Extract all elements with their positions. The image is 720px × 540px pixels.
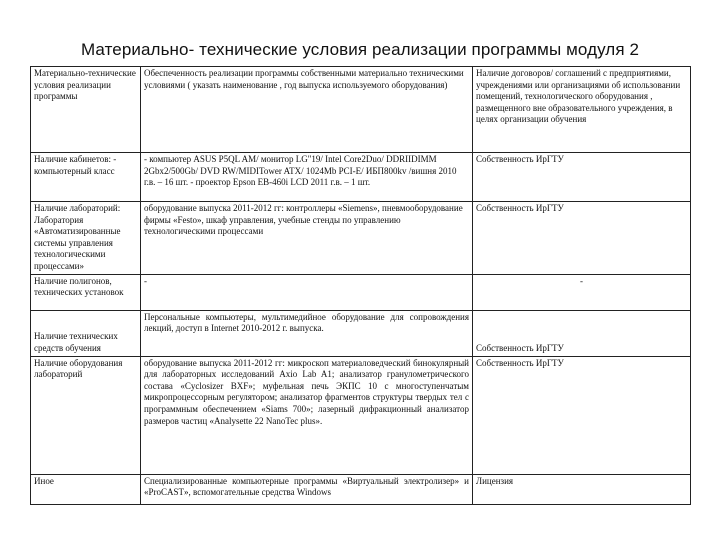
page-title: Материально- технические условия реализации программы модуля 2 [80, 40, 640, 59]
table-cell-category: Наличие лабораторий: Лаборатория «Автоматизированные системы управления технологическими процессами» [31, 202, 141, 275]
table-cell-equipment: Обеспеченность реализации программы собственными материально техническими условиями ( указать наименование , год выпуска используемого оборудования) [141, 67, 473, 153]
table-cell-ownership: Собственность ИрГТУ [473, 356, 691, 474]
table-cell-equipment: - компьютер ASUS P5QL AM/ монитор LG"19/ Intel Core2Duo/ DDRIIDIMM 2Gbx2/500Gb/ DVD RW/MIDITower ATX/ 1024Mb PCI-E/ ИБП800kv /вишня 2010 г.в. – 16 шт. - проектор Epson EB-460i LCD 2011 г.в. – 1 шт. [141, 153, 473, 202]
table-cell-category: Наличие полигонов, технических установок [31, 274, 141, 310]
table-cell-equipment: оборудование выпуска 2011-2012 гг: микроскоп материаловедческий бинокулярный для лабораторных исследований Axio Lab A1; анализатор гранулометрического состава «Cyclosizer BXF»; муфельная печь ЭКПС 10 с многоступенчатым микропроцессорным регулятором; анализатор фрагментов структуры твердых тел с программным обеспечением «Siams 700»; лазерный дифракционный анализатор размеров частиц «Analysette 22 NanoTec plus». [141, 356, 473, 474]
table-cell-category: Наличие технических средств обучения [31, 310, 141, 356]
table-cell-equipment: оборудование выпуска 2011-2012 гг: контроллеры «Siemens», пневмооборудование фирмы «Festo», шкаф управления, учебные стенды по управлению технологическими процессами [141, 202, 473, 275]
table-cell-category: Материально-технические условия реализации программы [31, 67, 141, 153]
table-cell-equipment: - [141, 274, 473, 310]
conditions-table [30, 66, 691, 505]
table-cell-ownership: Наличие договоров/ соглашений с предприятиями, учреждениями или организациями об использовании помещений, технологического оборудования , размещенного вне образовательного учреждения, в целях организации обучения [473, 67, 691, 153]
table-cell-category: Наличие оборудования лабораторий [31, 356, 141, 474]
table-cell-category: Наличие кабинетов: - компьютерный класс [31, 153, 141, 202]
table-cell-equipment: Персональные компьютеры, мультимедийное оборудование для сопровождения лекций, доступ в Internet 2010-2012 г. выпуска. [141, 310, 473, 356]
table-row [31, 67, 691, 153]
table-cell-ownership: Собственность ИрГТУ [473, 202, 691, 275]
table-cell-category: Иное [31, 474, 141, 504]
table-row [31, 274, 691, 310]
table-row [31, 474, 691, 504]
table-row [31, 202, 691, 275]
table-row [31, 356, 691, 474]
table-row [31, 153, 691, 202]
table-cell-ownership: - [473, 274, 691, 310]
table-cell-ownership: Лицензия [473, 474, 691, 504]
table-cell-ownership: Собственность ИрГТУ [473, 310, 691, 356]
table-cell-ownership: Собственность ИрГТУ [473, 153, 691, 202]
table-row [31, 310, 691, 356]
table-cell-equipment: Специализированные компьютерные программы «Виртуальный электролизер» и «ProCAST», вспомогательные средства Windows [141, 474, 473, 504]
